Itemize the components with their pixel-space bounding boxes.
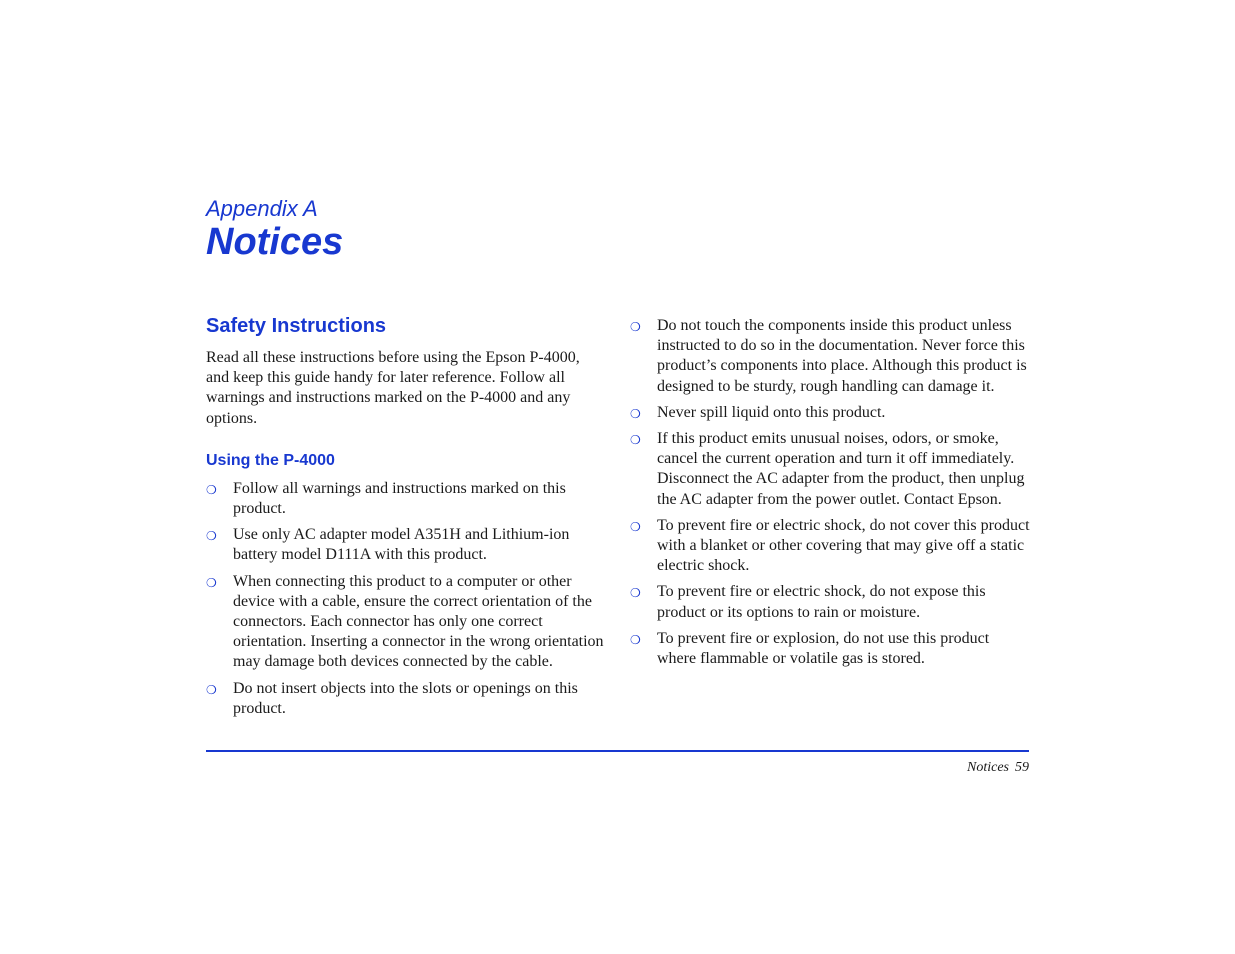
subheading-using: Using the P-4000 xyxy=(206,451,335,469)
list-item-text: To prevent fire or electric shock, do not cover this product with a blanket or other covering that may give off a static electric shock. xyxy=(657,516,1030,575)
footer-rule xyxy=(206,750,1029,752)
list-item-text: To prevent fire or electric shock, do not expose this product or its options to rain or moisture. xyxy=(657,583,986,621)
list-item-text: When connecting this product to a computer or other device with a cable, ensure the correct orientation of the connectors. Each connector has only one correct orientation. Inserting a connector in the wrong orientation may damage both devices connected by the cable. xyxy=(233,572,604,671)
appendix-label: Appendix A xyxy=(206,196,318,221)
bullet-circle-icon: ❍ xyxy=(630,586,641,601)
list-item xyxy=(630,582,1030,622)
list-item-text: To prevent fire or explosion, do not use this product where flammable or volatile gas is stored. xyxy=(657,629,990,668)
bullet-circle-icon: ❍ xyxy=(206,529,217,544)
intro-paragraph: Read all these instructions before using the Epson P-4000, and keep this guide handy for later reference. Follow all warnings and instructions marked on the P-4000 and any options. xyxy=(206,349,580,427)
left-bullet-list xyxy=(206,479,604,719)
right-bullet-list xyxy=(630,316,1030,669)
list-item xyxy=(630,403,1030,423)
list-item-text: Never spill liquid onto this product. xyxy=(657,403,886,421)
list-item xyxy=(206,679,604,719)
list-item-text: Do not insert objects into the slots or openings on this product. xyxy=(233,679,578,717)
bullet-circle-icon: ❍ xyxy=(206,575,217,590)
left-column xyxy=(206,312,604,725)
list-item xyxy=(206,572,604,673)
bullet-circle-icon: ❍ xyxy=(630,519,641,534)
page-number: 59 xyxy=(1015,760,1029,775)
section-heading-safety: Safety Instructions xyxy=(206,315,387,337)
page-footer xyxy=(967,760,1029,776)
list-item xyxy=(206,525,604,565)
bullet-circle-icon: ❍ xyxy=(630,406,641,421)
list-item-text: Follow all warnings and instructions marked on this product. xyxy=(233,479,566,518)
list-item-text: Use only AC adapter model A351H and Lithium-ion battery model D111A with this product. xyxy=(233,526,570,564)
bullet-circle-icon: ❍ xyxy=(206,682,217,697)
list-item-text: Do not touch the components inside this product unless instructed to do so in the documentation. Never force this product’s components into place. Although this product is designed to be sturdy, rough handling can damage it. xyxy=(657,317,1027,395)
list-item xyxy=(630,316,1030,397)
list-item xyxy=(630,429,1030,510)
list-item-text: If this product emits unusual noises, odors, or smoke, cancel the current operation and turn it off immediately. Disconnect the AC adapter from the product, then unplug the AC adapter from the power outlet. Contact Epson. xyxy=(657,430,1025,508)
list-item xyxy=(206,479,604,519)
list-item xyxy=(630,516,1030,577)
bullet-circle-icon: ❍ xyxy=(206,482,217,497)
list-item xyxy=(630,629,1030,669)
page-title: Notices xyxy=(206,221,344,263)
bullet-circle-icon: ❍ xyxy=(630,433,641,448)
footer-section-name: Notices xyxy=(967,760,1009,775)
bullet-circle-icon: ❍ xyxy=(630,320,641,334)
bullet-circle-icon: ❍ xyxy=(630,632,641,647)
right-column xyxy=(630,316,1030,675)
